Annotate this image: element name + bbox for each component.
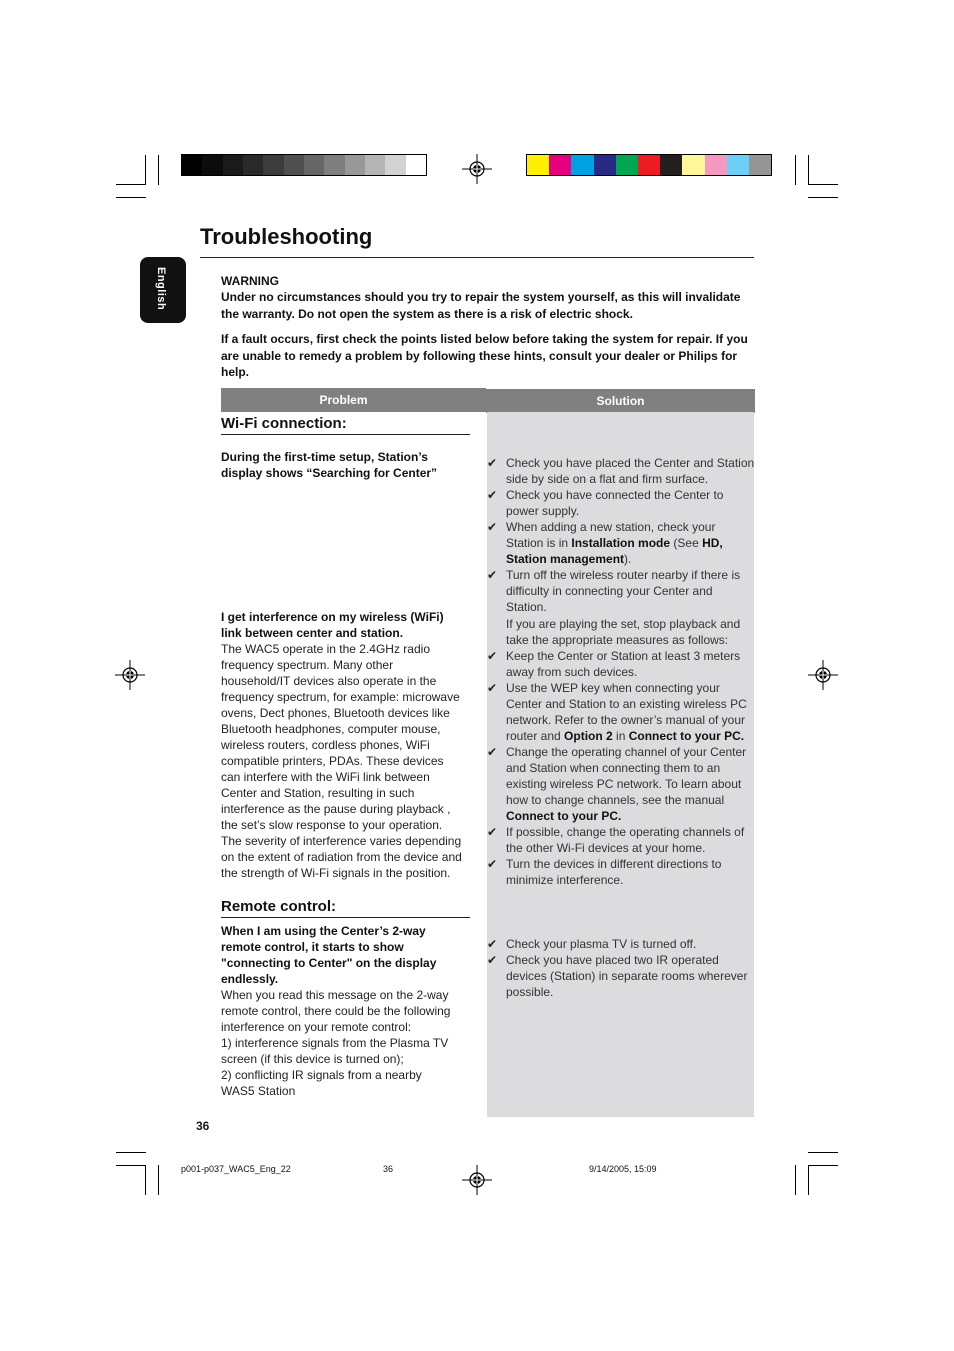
crop-mark (795, 1165, 796, 1195)
text-run-bold: HD (702, 536, 720, 550)
solution-header-label: Solution (596, 394, 645, 408)
text-run-bold: Installation mode (571, 536, 671, 550)
list-item (487, 680, 755, 744)
warning-heading: WARNING (221, 274, 279, 288)
calibration-swatch (660, 155, 682, 175)
check-icon: ✔ (487, 825, 498, 839)
check-icon: ✔ (487, 649, 498, 663)
list-item (487, 744, 755, 824)
text-run: (See (670, 536, 703, 550)
solution-intro: If you are playing the set, stop playback and take the appropriate measures as follows: (506, 617, 741, 647)
crop-mark (145, 155, 146, 185)
text-run: in (612, 729, 629, 743)
solution-text: Check you have placed two IR operated devices (Station) in separate rooms wherever possible. (506, 953, 748, 999)
crop-mark (795, 155, 796, 185)
solution-text: Turn off the wireless router nearby if there is difficulty in connecting your Center and Station. (506, 568, 741, 614)
list-item (487, 936, 755, 952)
title-rule (200, 257, 754, 258)
calibration-swatch (365, 155, 385, 175)
problem-column-header (221, 388, 466, 412)
crop-mark (808, 197, 838, 198)
text-run-bold: Connect to your PC (628, 729, 741, 743)
calibration-swatch (385, 155, 405, 175)
registration-mark-icon (808, 660, 838, 690)
problem-line: 2) conflicting IR signals from a nearby WAS5 Station (221, 1068, 422, 1098)
calibration-swatch (705, 155, 727, 175)
text-run: . (618, 809, 622, 823)
problem-title: I get interference on my wireless (WiFi) link between center and station. (221, 610, 444, 640)
calibration-swatch (594, 155, 616, 175)
text-run: Use the WEP key when connecting your Center and Station to an existing wireless PC network. Refer to the owner’s manual of your router and (506, 681, 747, 743)
check-icon: ✔ (487, 520, 498, 534)
solutions-wifi-interference (487, 616, 755, 888)
text-run: Change the operating channel of your Center and Station when connecting them to an existing wireless PC network. To learn about how to change channels, see the manual (506, 745, 747, 807)
registration-mark-icon (462, 1165, 492, 1195)
problem-title: During the first-time setup, Station’s display shows “Searching for Center” (221, 450, 438, 480)
page-number: 36 (196, 1119, 210, 1133)
solution-text: Check you have connected the Center to power supply. (506, 488, 724, 518)
solution-text (506, 744, 755, 824)
crop-mark (145, 1165, 146, 1195)
calibration-swatch (406, 155, 426, 175)
check-icon: ✔ (487, 953, 498, 967)
section-heading-wifi: Wi-Fi connection: (221, 415, 470, 435)
text-run: ). (624, 552, 632, 566)
solution-text (506, 519, 755, 567)
problem-line: 1) interference signals from the Plasma TV screen (if this device is turned on); (221, 1036, 449, 1066)
calibration-swatch (345, 155, 365, 175)
calibration-swatch (304, 155, 324, 175)
problem-title: When I am using the Center’s 2-way remote control, it starts to show "connecting to Center" on the display endlessly. (221, 924, 437, 986)
problem-description: The WAC5 operate in the 2.4GHz radio frequency spectrum. Many other household/IT devices also operate in the frequency spectrum, for example: microwave ovens, Dect phones, Bluetooth devices like Bluetooth headphones, computer mouse, wireless routers, cordless phones, WiFi compatible printers, PDAs. These devices can interfere with the WiFi link between Center and Station, resulting in such interference as the pause during playback , the set’s slow response to your operation. The severity of interference varies depending on the extent of radiation from the device and the strength of Wi-Fi signals in the position. (221, 642, 462, 880)
warning-text: Under no circumstances should you try to repair the system yourself, as this will invalidate the warranty. Do not open the system as there is a risk of electric shock. (221, 290, 741, 321)
crop-mark (808, 155, 809, 185)
list-item (487, 455, 755, 487)
check-icon: ✔ (487, 456, 498, 470)
calibration-swatch (223, 155, 243, 175)
solution-text: Keep the Center or Station at least 3 meters away from such devices. (506, 649, 741, 679)
problem-remote (221, 923, 471, 1099)
crop-mark (158, 1165, 159, 1195)
list-item (487, 648, 755, 680)
text-run-bold: Station management (506, 552, 625, 566)
registration-mark-icon (115, 660, 145, 690)
crop-mark (808, 184, 838, 185)
calibration-swatch (263, 155, 283, 175)
check-icon: ✔ (487, 937, 498, 951)
solution-text (506, 680, 755, 744)
registration-mark-icon (462, 154, 492, 184)
solutions-remote (487, 936, 755, 1000)
calibration-swatch (727, 155, 749, 175)
crop-mark (808, 1152, 838, 1153)
grayscale-calibration-bar (181, 154, 427, 176)
solution-column-header (486, 389, 755, 413)
list-item (487, 519, 755, 567)
crop-mark (158, 155, 159, 185)
calibration-swatch (616, 155, 638, 175)
crop-mark (116, 1152, 146, 1153)
crop-mark (116, 184, 146, 185)
check-icon: ✔ (487, 745, 498, 759)
calibration-swatch (549, 155, 571, 175)
list-item (487, 487, 755, 519)
list-item (487, 952, 755, 1000)
list-item (487, 856, 755, 888)
solution-text: Turn the devices in different directions to minimize interference. (506, 857, 722, 887)
footer-date: 9/14/2005, 15:09 (589, 1164, 657, 1174)
footer-filename: p001-p037_WAC5_Eng_22 (181, 1164, 291, 1174)
header-gap (466, 388, 486, 412)
crop-mark (808, 1165, 838, 1166)
check-icon: ✔ (487, 681, 498, 695)
calibration-swatch (571, 155, 593, 175)
check-icon: ✔ (487, 488, 498, 502)
calibration-swatch (182, 155, 202, 175)
crop-mark (808, 1165, 809, 1195)
language-tab (140, 257, 186, 323)
crop-mark (116, 197, 146, 198)
fault-text: If a fault occurs, first check the points listed below before taking the system for repair. If you are unable to remedy a problem by following these hints, consult your dealer or Philips for help. (221, 332, 748, 379)
text-run: When adding a new station, check your Station is in (506, 520, 716, 550)
calibration-swatch (243, 155, 263, 175)
page-title: Troubleshooting (200, 224, 373, 249)
section-heading-remote: Remote control: (221, 898, 470, 918)
calibration-swatch (324, 155, 344, 175)
solution-text: If possible, change the operating channels of the other Wi-Fi devices at your home. (506, 825, 745, 855)
solution-text: Check your plasma TV is turned off. (506, 937, 697, 951)
color-calibration-bar (526, 154, 772, 176)
list-item (487, 567, 755, 615)
language-tab-label: English (155, 267, 167, 311)
solution-text: Check you have placed the Center and Station side by side on a flat and firm surface. (506, 456, 755, 486)
calibration-swatch (202, 155, 222, 175)
check-icon: ✔ (487, 568, 498, 582)
solutions-wifi-setup (487, 455, 755, 615)
footer-page: 36 (383, 1164, 394, 1174)
calibration-swatch (749, 155, 771, 175)
problem-header-label: Problem (319, 393, 368, 407)
problem-wifi-setup (221, 449, 451, 481)
list-item (487, 824, 755, 856)
calibration-swatch (527, 155, 549, 175)
check-icon: ✔ (487, 857, 498, 871)
crop-mark (116, 1165, 146, 1166)
text-run-bold: Connect to your PC (506, 809, 619, 823)
text-run-bold: Option 2 (564, 729, 613, 743)
text-run: . (740, 729, 745, 743)
problem-description: When you read this message on the 2-way remote control, there could be the following interference on your remote control: (221, 988, 451, 1034)
text-run: , (719, 536, 723, 550)
calibration-swatch (284, 155, 304, 175)
calibration-swatch (638, 155, 660, 175)
calibration-swatch (682, 155, 704, 175)
problem-wifi-interference (221, 609, 464, 881)
